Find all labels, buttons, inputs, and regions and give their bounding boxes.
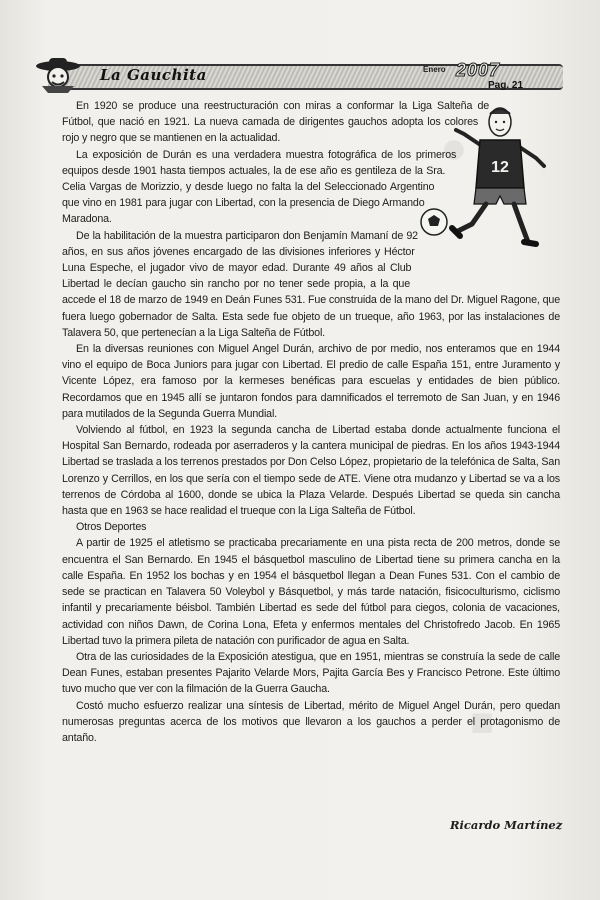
page-number: Pag. 21 <box>488 80 524 91</box>
article-body <box>62 98 560 746</box>
article-paragraph: La exposición de Durán es una verdadera muestra fotográfica de los primeros equipos desde 1901 hasta tiempos actuales, la de ese año es gentileza de la Sra. Celia Vargas de Morizzio, y desde luego no falta la del Seleccionado Argentino que vino en 1981 para jugar con Libertad, con la presencia de Diego Armando Maradona. <box>62 148 457 226</box>
jersey-number: 12 <box>491 159 509 176</box>
article-paragraph: En 1920 se produce una reestructuración con miras a conformar la Liga Salteña de Fútbol, que nació en 1921. La nueva camada de dirigentes gauchos adopta los colores rojo y negro que se mantienen en la actualidad. <box>62 100 490 145</box>
article-paragraph: De la habilitación de la muestra participaron don Benjamín Mamaní de 92 años, en sus años jóvenes encargado de las divisiones inferiores y Héctor Luna Espeche, el jugador vivo de mayor edad. Durante 49 años al Club Libertad le decían gaucho sin rancho por no tener sede propia, a la que accede el 18 de marzo de 1949 en Deán Funes 531. Fue construida de la mano del Dr. Miguel Ragone, que fuera luego gobernador de Salta. Esta sede fue objeto de un trueque, año 1963, por las instalaciones de Talavera 50, que pertenecían a la Liga Salteña de Fútbol. <box>62 229 560 339</box>
section-heading: Otros Deportes <box>76 521 147 534</box>
author-signature: Ricardo Martínez <box>450 818 563 832</box>
article-paragraph: Volviendo al fútbol, en 1923 la segunda cancha de Libertad estaba donde actualmente funciona el Hospital San Bernardo, rodeada por aserraderos y la cantera municipal de piedras. En los años 1943-1944 Libertad se traslada a los terrenos prestados por Don Celso López, propietario de la telefónica de Salta, San Lorenzo y Cerrillos, en los que sería con el tiempo sede de ATE. Viene otra mudanzo y Libertad se va a los terrenos de Córdoba al 1600, donde se ubica la Plaza Velarde. Después Libertad se queda sin cancha hasta que en 1963 se hace realidad el trueque con la Liga Salteña de Fútbol. <box>62 424 560 518</box>
issue-month: Enero <box>423 65 446 74</box>
article-paragraph: A partir de 1925 el atletismo se practicaba precariamente en una pista recta de 200 metros, donde se encuentra el San Bernardo. En 1945 el básquetbol masculino de Libertad tiene su primera cancha en la calle España. En 1952 los bochas y en 1954 el básquetbol llegan a Dean Funes 531. Con el cambio de sede se practican en Talavera 50 Voleybol y Básquetbol, y más tarde natación, fisicoculturismo, ciclismo infantil y precariamente béisbol. También Libertad es sede del fútbol para ciegos, colonia de vacaciones, actividad con niños Dawn, de Corina Lona, Efeta y enfermos mentales del Christofredo Jacob. En 1965 Libertad tuvo la primera pileta de natación con purificador de agua en Salta. <box>62 537 560 647</box>
gaucho-logo-icon <box>28 56 86 94</box>
page-header <box>28 58 563 92</box>
article-paragraph: Costó mucho esfuerzo realizar una síntesis de Libertad, mérito de Miguel Angel Durán, pero quedan numerosas preguntas acerca de los motivos que llevaron a los gauchos a perder el protagonismo de antaño. <box>62 699 560 744</box>
article-paragraph: Otra de las curiosidades de la Exposición atestigua, que en 1951, mientras se construía la sede de calle Dean Funes, estaban presentes Pajarito Velarde Mors, Pajita García Bes y Francisco Petrone. Este último tuvo mucho que ver con la filmación de la Guerra Gaucha. <box>62 650 560 696</box>
show-through-decoration: ■ <box>470 700 495 744</box>
magazine-title: La Gauchita <box>100 66 207 84</box>
show-through-decoration: ● <box>440 121 468 173</box>
article-paragraph: En la diversas reuniones con Miguel Angel Durán, archivo de por medio, nos enteramos que en 1944 vino el equipo de Boca Juniors para jugar con Libertad. El predio de calle España 151, entre Juramento y Vicente López, era famoso por la kermeses benéficas para escuelas y entidades de bien público. Recordamos que en 1945 allí se juntaron fondos para damnificados el terremoto de San Juan, y en 1946 para mutilados de la Segunda Guerra Mundial. <box>62 343 560 420</box>
issue-year: 2007 <box>456 60 501 80</box>
